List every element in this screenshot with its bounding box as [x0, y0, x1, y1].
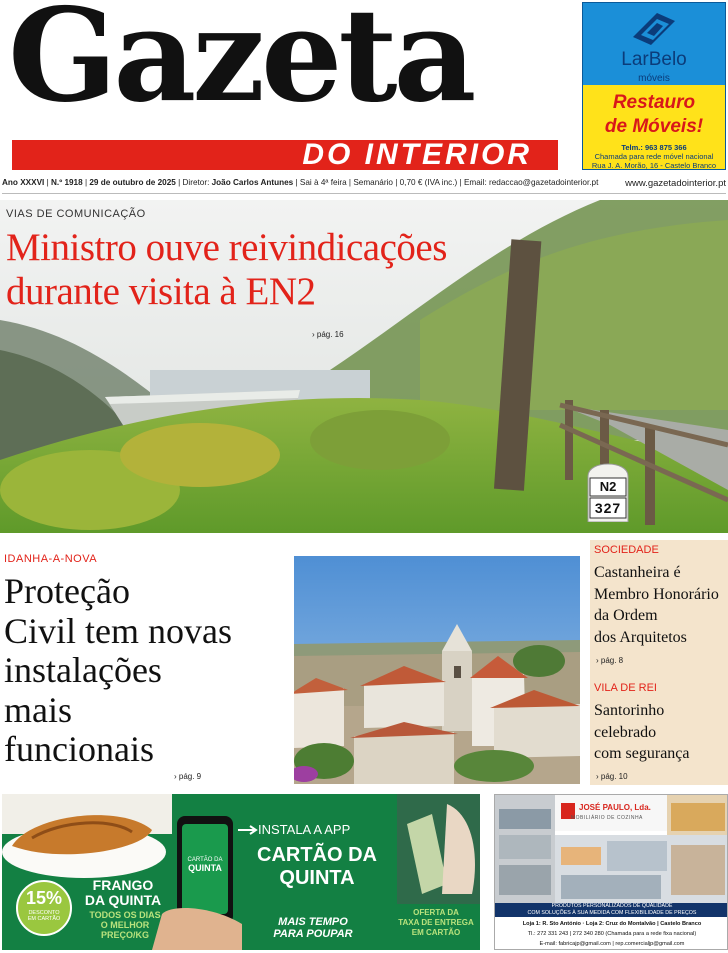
issue-type: Semanário: [353, 178, 393, 187]
discount-note: [16, 910, 72, 922]
app-name-line1: CARTÃO DA: [257, 844, 377, 866]
phone-screen-line1: CARTÃO DA: [187, 857, 223, 863]
sidebar2-line2[interactable]: celebrado: [594, 723, 657, 741]
larbelo-promo-line2: de Móveis!: [604, 116, 704, 137]
sidebar1-line1[interactable]: Castanheira é: [594, 564, 681, 581]
quinta-ad[interactable]: [2, 794, 480, 950]
story2-line2[interactable]: Civil tem novas: [4, 610, 232, 651]
phone-screen-line2: QUINTA: [188, 863, 222, 873]
sidebar1-page-ref[interactable]: › pág. 8: [596, 656, 624, 665]
price-claim: [82, 910, 168, 940]
story2-line4[interactable]: mais: [4, 689, 72, 730]
jose-paulo-sub: MOBILIÁRIO DE COZINHA: [571, 815, 643, 821]
sidebar2-line1[interactable]: Santorinho: [594, 702, 665, 719]
sidebar1-kicker: SOCIEDADE: [594, 544, 659, 556]
sidebar1-headline[interactable]: [594, 562, 728, 648]
price-line1: TODOS OS DIAS: [89, 910, 161, 920]
hero-headline-line2[interactable]: durante visita à EN2: [6, 270, 316, 313]
product-line1: FRANGO: [92, 877, 154, 893]
app-name: [242, 844, 392, 890]
larbelo-address: Rua J. A. Morão, 16 - Castelo Branco: [591, 161, 717, 170]
issue-number: N.º 1918: [51, 178, 83, 187]
offer-line3: EM CARTÃO: [411, 928, 461, 937]
sidebar1-line4[interactable]: dos Arquitetos: [594, 628, 687, 646]
contact-email[interactable]: Email: redaccao@gazetadointerior.pt: [463, 178, 599, 187]
larbelo-promo-line1: Restauro: [612, 92, 696, 113]
price-line2: O MELHOR: [100, 920, 150, 930]
larbelo-promo: [583, 91, 725, 139]
story2-line5[interactable]: funcionais: [4, 729, 154, 769]
tagline-line2: PARA POUPAR: [273, 928, 353, 940]
newspaper-subtitle: DO INTERIOR: [12, 140, 558, 170]
larbelo-ad[interactable]: [582, 2, 726, 170]
jose-paulo-contacts: [497, 919, 727, 949]
issue-info-bar: Ano XXXVI | N.º 1918 | 29 de outubro de 2025 | Diretor: João Carlos Antunes | Sai à 4ª feira | Semanário | 0,70 € (IVA inc.) | Email: redaccao@gazetadointerior.pt www.gazetadointerior.pt: [2, 178, 726, 194]
discount-value: 15%: [25, 888, 63, 908]
larbelo-phone-note: Chamada para rede móvel nacional: [594, 152, 714, 161]
village-photo[interactable]: [294, 556, 580, 784]
larbelo-phone: Telm.: 963 875 366: [621, 143, 687, 152]
issue-frequency: Sai à 4ª feira: [299, 178, 347, 187]
sidebar2-headline[interactable]: [594, 700, 728, 765]
band-line2: COM SOLUÇÕES À SUA MEDIDA COM FLEXIBILIDADE DE PREÇOS: [527, 910, 697, 916]
sidebar2-kicker: VILA DE REI: [594, 682, 657, 694]
hero-headline[interactable]: [6, 226, 606, 314]
sidebar2-page-ref[interactable]: › pág. 10: [596, 772, 628, 781]
milestone-road: N2: [599, 479, 617, 494]
story2-line3[interactable]: instalações: [4, 650, 162, 690]
jose-paulo-stores: Loja 1: R. Sto António · Loja 2: Cruz do Montalvão | Castelo Branco: [522, 921, 702, 927]
story2-headline[interactable]: [4, 572, 294, 770]
larbelo-contact: [583, 143, 725, 170]
sidebar1-line3[interactable]: da Ordem: [594, 607, 658, 624]
hero-page-ref[interactable]: › pág. 16: [312, 330, 344, 339]
band-line1: PRODUTOS PERSONALIZADOS DE QUALIDADE: [551, 903, 673, 909]
en2-milestone: [586, 458, 630, 522]
larbelo-logo-icon: [627, 9, 681, 47]
story2-page-ref[interactable]: › pág. 9: [174, 772, 202, 781]
app-name-line2: QUINTA: [279, 867, 355, 889]
product-name: [78, 878, 168, 908]
milestone-km: 327: [594, 500, 622, 516]
product-line2: DA QUINTA: [84, 892, 162, 908]
newspaper-logo[interactable]: Gazeta: [8, 0, 473, 131]
issue-price: 0,70 € (IVA inc.): [399, 178, 458, 187]
sidebar2-line3[interactable]: com segurança: [594, 745, 690, 762]
jose-paulo-phones: Tl.: 272 331 243 | 272 340 280 (Chamada para a rede fixa nacional): [527, 931, 697, 937]
story2-line1[interactable]: Proteção: [4, 571, 130, 611]
larbelo-brand-sub: móveis: [638, 73, 670, 84]
sidebar1-line2[interactable]: Membro Honorário: [594, 585, 719, 603]
price-line3: PREÇO/KG: [100, 930, 149, 940]
quinta-tagline: [258, 916, 368, 940]
jose-paulo-ad[interactable]: [494, 794, 728, 950]
issue-date: 29 de outubro de 2025: [89, 178, 176, 187]
jose-paulo-band: [495, 903, 728, 917]
phone-screen-logo: [182, 856, 228, 872]
offer-line1: OFERTA DA: [413, 908, 459, 917]
hero-kicker: VIAS DE COMUNICAÇÃO: [6, 208, 146, 220]
story2-kicker: IDANHA-A-NOVA: [4, 553, 98, 565]
jose-paulo-email[interactable]: E-mail: fabricajp@gmail.com | rep.comercialjp@gmail.com: [539, 941, 685, 947]
tagline-line1: MAIS TEMPO: [278, 916, 348, 928]
delivery-offer: [394, 908, 478, 938]
jose-paulo-brand: JOSÉ PAULO, Lda.: [579, 803, 651, 812]
issue-year: Ano XXXVI: [2, 178, 45, 187]
install-cta: INSTALA A APP: [258, 822, 351, 837]
sidebar-column: [590, 540, 728, 785]
hero-headline-line1[interactable]: Ministro ouve reivindicações: [6, 226, 447, 269]
director-label: Diretor:: [182, 178, 210, 187]
larbelo-brand: LarBelo: [621, 49, 687, 70]
discount-note-line1: DESCONTO: [28, 910, 60, 916]
website-link[interactable]: www.gazetadointerior.pt: [625, 178, 726, 189]
director-name: João Carlos Antunes: [211, 178, 294, 187]
offer-line2: TAXA DE ENTREGA: [398, 918, 474, 927]
discount-note-line2: EM CARTÃO: [27, 916, 61, 922]
